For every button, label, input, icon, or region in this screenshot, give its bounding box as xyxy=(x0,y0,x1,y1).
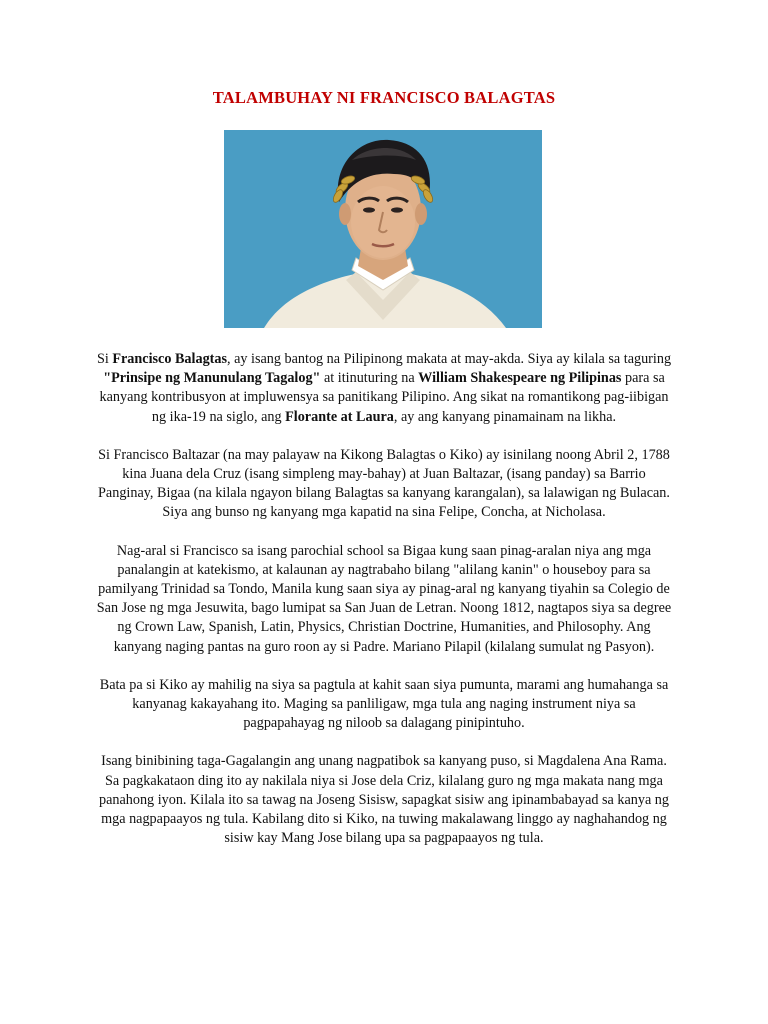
paragraph-intro xyxy=(94,350,674,427)
paragraph-education: Nag-aral si Francisco sa isang parochial school sa Bigaa kung saan pinag-aralan niya ang mga panalangin at katekismo, at kalaunan ay nagtrabaho bilang "alilang kanin" o houseboy para sa pamilyang Trinidad sa Tondo, Manila kung saan siya ay pinag-aral ng kanyang tiyahin sa Colegio de San Jose ng mga Jesuwita, bago lumipat sa San Juan de Letran. Noong 1812, nagtapos siya sa degree ng Crown Law, Spanish, Latin, Physics, Christian Doctrine, Humanities, and Philosophy. Ang kanyang naging pantas na guro roon ay si Padre. Mariano Pilapil (kilalang sumulat ng Pasyon). xyxy=(96,542,672,655)
intro-text-5: , ay ang kanyang pinamainam na likha. xyxy=(393,408,617,425)
intro-text-4: para sa kanyang kontribusyon at impluwensya sa panitikang Pilipino. Ang sikat na romantikong pag-iibigan ng ika-19 na siglo, ang xyxy=(99,370,669,425)
paragraph-love: Isang binibining taga-Gagalangin ang unang nagpatibok sa kanyang puso, si Magdalena Ana Rama. Sa pagkakataon ding ito ay nakilala niya si Jose dela Criz, kilalang guro ng mga makata nang mga panahong iyon. Kilala ito sa tawag na Joseng Sisisw, sapagkat sisiw ang ipinambabayad sa kanya ng mga nagpapaayos ng tula. Kabilang dito si Kiko, na tuwing makalawang linggo ay naghahandog ng sisiw kay Mang Jose bilang upa sa pagpapaayos ng tula. xyxy=(98,753,669,847)
intro-text-3: at itinuturing na xyxy=(320,370,419,387)
intro-work-bold: Florante at Laura xyxy=(285,408,394,425)
biography-text xyxy=(94,350,674,867)
intro-title-bold: "Prinsipe ng Manunulang Tagalog" xyxy=(103,370,321,387)
intro-name-bold: Francisco Balagtas xyxy=(112,351,227,367)
paragraph-birth: Si Francisco Baltazar (na may palayaw na Kikong Balagtas o Kiko) ay isinilang noong Abril 2, 1788 kina Juana dela Cruz (isang simpleng may-bahay) at Juan Baltazar, (isang panday) sa Barrio Panginay, Bigaa (na kilala ngayon bilang Balagtas sa kanyang karangalan), sa lalawigan ng Bulacan. Siya ang bunso ng kanyang mga kapatid na sina Felipe, Concha, at Nicholasa. xyxy=(98,446,670,521)
portrait-image xyxy=(224,130,542,328)
intro-text-2: , ay isang bantog na Pilipinong makata at may-akda. Siya ay kilala sa taguring xyxy=(227,351,672,367)
document-title: TALAMBUHAY NI FRANCISCO BALAGTAS xyxy=(212,88,556,107)
portrait-illustration xyxy=(224,130,542,328)
intro-shakespeare-bold: William Shakespeare ng Pilipinas xyxy=(418,370,622,387)
paragraph-poetry: Bata pa si Kiko ay mahilig na siya sa pagtula at kahit saan siya pumunta, marami ang humahanga sa kanyanag kakayahang ito. Maging sa panliligaw, mga tula ang naging instrument niya sa pagpapahayag ng niloob sa dalagang pinipintuho. xyxy=(99,676,669,732)
intro-text-1: Si xyxy=(96,351,113,367)
